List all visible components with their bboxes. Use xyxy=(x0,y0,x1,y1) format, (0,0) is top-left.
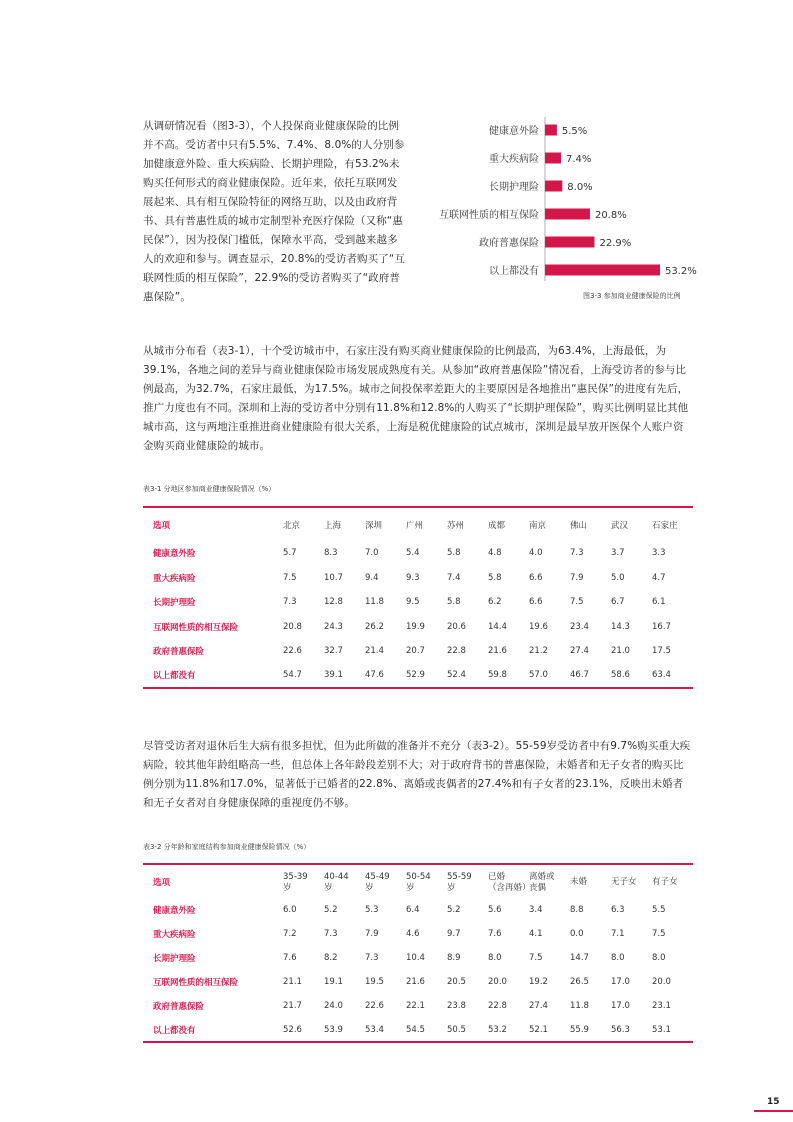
table-cell: 17.5 xyxy=(652,646,671,657)
table-cell: 21.4 xyxy=(365,646,384,657)
table-cell: 46.7 xyxy=(570,670,589,681)
table-cell: 7.5 xyxy=(529,953,543,963)
table-cell: 7.5 xyxy=(283,572,297,583)
chart-bar xyxy=(545,125,557,136)
table-cell: 21.1 xyxy=(283,977,302,987)
table-cell: 5.3 xyxy=(365,905,379,915)
table-cell: 32.7 xyxy=(324,646,343,657)
table-cell: 14.3 xyxy=(611,621,630,632)
table-cell: 10.7 xyxy=(324,572,343,583)
table-cell: 4.0 xyxy=(529,548,543,559)
table-cell: 22.6 xyxy=(283,646,302,657)
table-cell: 21.2 xyxy=(529,646,548,657)
table-cell: 21.6 xyxy=(406,977,425,987)
table-cell: 24.3 xyxy=(324,621,343,632)
table-cell: 53.2 xyxy=(488,1024,507,1035)
table-column-header: 45-49 岁 xyxy=(365,871,390,893)
table-cell: 3.4 xyxy=(529,905,543,915)
table-cell: 6.3 xyxy=(611,905,625,915)
table-header-label: 选项 xyxy=(153,877,171,888)
table-cell: 17.0 xyxy=(611,977,630,987)
table-cell: 11.8 xyxy=(570,1001,589,1011)
table-cell: 4.8 xyxy=(488,548,502,559)
table-cell: 20.0 xyxy=(488,977,507,987)
table-cell: 52.9 xyxy=(406,670,425,681)
table-column-header: 南京 xyxy=(529,520,547,531)
table-cell: 53.4 xyxy=(365,1024,384,1035)
table-cell: 6.0 xyxy=(283,905,297,915)
table-cell: 6.1 xyxy=(652,597,666,608)
table-cell: 54.5 xyxy=(406,1024,425,1035)
table-cell: 21.0 xyxy=(611,646,630,657)
table-cell: 24.0 xyxy=(324,1001,343,1011)
row-label: 以上都没有 xyxy=(153,671,196,682)
table-cell: 8.8 xyxy=(570,905,584,915)
table-cell: 6.6 xyxy=(529,597,543,608)
table-cell: 6.7 xyxy=(611,597,625,608)
table-cell: 12.8 xyxy=(324,597,343,608)
age-family-paragraph: 尽管受访者对退休后生大病有很多担忧，但为此所做的准备并不充分（表3-2）。55-59岁受访者中有9.7%购买重大疾病险，较其他年龄组略高一些，但总体上各年龄段差别不大；对于政府背书的普惠保险，未婚者和无子女者的购买比例分别为11.8%和17.0%，显著低于已婚者的22.8%、离婚或丧偶者的27.4%和有子女者的23.1%，反映出未婚者和无子女者对自身健康保障的重视度仍不够。 xyxy=(143,740,691,809)
table2-caption: 表3-2 分年龄和家庭结构参加商业健康保险情况（%） xyxy=(143,843,311,851)
chart-value-label: 5.5% xyxy=(561,126,588,137)
row-label: 长期护理险 xyxy=(153,598,196,609)
table-cell: 5.4 xyxy=(406,548,420,559)
row-label: 健康意外险 xyxy=(153,906,196,916)
row-label: 以上都没有 xyxy=(153,1025,196,1036)
table-cell: 7.1 xyxy=(611,929,625,939)
table-cell: 7.6 xyxy=(283,953,297,963)
table-cell: 0.0 xyxy=(570,929,584,939)
table-column-header: 武汉 xyxy=(611,520,629,531)
table-cell: 20.7 xyxy=(406,646,425,657)
table-cell: 14.4 xyxy=(488,621,507,632)
table-column-header: 佛山 xyxy=(570,520,588,531)
table-row xyxy=(143,898,693,922)
table-row xyxy=(143,1018,693,1042)
table-column-header: 40-44 岁 xyxy=(324,871,349,893)
row-label: 重大疾病险 xyxy=(153,930,196,940)
table-cell: 19.6 xyxy=(529,621,548,632)
table-cell: 23.8 xyxy=(447,1001,466,1011)
table-cell: 26.5 xyxy=(570,977,589,987)
table-cell: 22.1 xyxy=(406,1001,425,1011)
table-cell: 8.0 xyxy=(652,953,666,963)
table-column-header: 35-39 岁 xyxy=(283,871,308,893)
table-cell: 5.0 xyxy=(611,572,625,583)
city-analysis-paragraph: 从城市分布看（表3-1），十个受访城市中，石家庄没有购买商业健康保险的比例最高，为63.4%，上海最低，为39.1%，各地之间的差异与商业健康保险市场发展成熟度有关。从参加“政府普惠保险”情况看，上海受访者的参与比例最高，为32.7%，石家庄最低，为17.5%。城市之间投保率差距大的主要原因是各地推出“惠民保”的进度有先后，推广力度也有不同。深圳和上海的受访者中分别有11.8%和12.8%的人购买了“长期护理保险”，购买比例明显比其他城市高，这与两地注重推进商业健康险有很大关系，上海是税优健康险的试点城市，深圳是最早放开医保个人账户资金购买商业健康险的城市。 xyxy=(143,345,689,452)
table-cell: 6.6 xyxy=(529,572,543,583)
table-cell: 7.2 xyxy=(283,929,297,939)
table-cell: 54.7 xyxy=(283,670,302,681)
table1-caption: 表3-1 分地区参加商业健康保险情况（%） xyxy=(143,485,276,493)
table-cell: 23.1 xyxy=(652,1001,671,1011)
table-cell: 47.6 xyxy=(365,670,384,681)
page-number-underline xyxy=(754,1110,793,1112)
table-column-header: 北京 xyxy=(283,520,301,531)
table-cell: 6.4 xyxy=(406,905,420,915)
table-cell: 39.1 xyxy=(324,670,343,681)
table-cell: 59.8 xyxy=(488,670,507,681)
table-row xyxy=(143,970,693,994)
table-cell: 19.1 xyxy=(324,977,343,987)
bar-chart-svg xyxy=(425,113,705,288)
table-column-header: 有子女 xyxy=(652,877,678,887)
table-column-header: 55-59 岁 xyxy=(447,871,472,893)
row-label: 长期护理险 xyxy=(153,954,196,964)
table-cell: 52.6 xyxy=(283,1024,302,1035)
table-cell: 63.4 xyxy=(652,670,671,681)
table-cell: 8.9 xyxy=(447,953,461,963)
row-label: 互联网性质的相互保险 xyxy=(153,978,239,988)
chart-category-label: 健康意外险 xyxy=(489,126,539,137)
table-row xyxy=(143,566,693,591)
table-cell: 22.8 xyxy=(447,646,466,657)
table-row xyxy=(143,922,693,946)
table-cell: 4.6 xyxy=(406,929,420,939)
table-row xyxy=(143,541,693,566)
table-cell: 7.9 xyxy=(365,929,379,939)
table-cell: 8.0 xyxy=(488,953,502,963)
table-cell: 23.4 xyxy=(570,621,589,632)
table-column-header: 石家庄 xyxy=(652,520,678,531)
table-cell: 21.7 xyxy=(283,1001,302,1011)
table-cell: 53.9 xyxy=(324,1024,343,1035)
table-column-header: 50-54 岁 xyxy=(406,871,431,893)
table-row xyxy=(143,664,693,689)
table-cell: 7.5 xyxy=(570,597,584,608)
table-cell: 9.4 xyxy=(365,572,379,583)
table-cell: 5.6 xyxy=(488,905,502,915)
table-row xyxy=(143,615,693,640)
table-cell: 6.2 xyxy=(488,597,502,608)
table-cell: 20.0 xyxy=(652,977,671,987)
table-cell: 8.2 xyxy=(324,953,338,963)
table-cell: 20.6 xyxy=(447,621,466,632)
table-cell: 4.1 xyxy=(529,929,543,939)
table-cell: 9.3 xyxy=(406,572,420,583)
row-label: 政府普惠保险 xyxy=(153,1002,205,1012)
table-row xyxy=(143,590,693,615)
table-cell: 22.6 xyxy=(365,1001,384,1011)
page-number: 15 xyxy=(767,1097,780,1107)
table-row xyxy=(143,946,693,970)
table-cell: 19.9 xyxy=(406,621,425,632)
table-column-header: 离婚或 丧偶 xyxy=(529,871,555,893)
table-cell: 7.5 xyxy=(652,929,666,939)
table-cell: 7.3 xyxy=(570,548,584,559)
chart-value-label: 7.4% xyxy=(565,154,592,165)
table-cell: 20.5 xyxy=(447,977,466,987)
chart-category-label: 互联网性质的相互保险 xyxy=(439,210,539,221)
table-cell: 20.8 xyxy=(283,621,302,632)
table-column-header: 上海 xyxy=(324,520,342,531)
table-cell: 14.7 xyxy=(570,953,589,963)
table-cell: 10.4 xyxy=(406,953,425,963)
table-column-header: 深圳 xyxy=(365,520,383,531)
row-label: 重大疾病险 xyxy=(153,573,196,584)
table-cell: 4.7 xyxy=(652,572,666,583)
chart-bar xyxy=(545,181,562,192)
table-cell: 7.4 xyxy=(447,572,461,583)
table-row xyxy=(143,994,693,1018)
table-cell: 8.0 xyxy=(611,953,625,963)
chart-bar xyxy=(545,237,595,248)
chart-category-label: 以上都没有 xyxy=(489,266,539,277)
chart-category-label: 长期护理险 xyxy=(489,182,539,193)
table-cell: 7.6 xyxy=(488,929,502,939)
table-column-header: 已婚 （含再婚） xyxy=(488,871,531,893)
table-header-label: 选项 xyxy=(153,520,171,531)
intro-paragraph: 从调研情况看（图3-3），个人投保商业健康保险的比例并不高。受访者中只有5.5%、7.4%、8.0%的人分别参加健康意外险、重大疾病险、长期护理险，有53.2%未购买任何形式的商业健康保险。近年来，依托互联网发展起来、具有相互保险特征的网络互助，以及由政府背书、具有普惠性质的城市定制型补充医疗保险（又称“惠民保”），因为投保门槛低，保障水平高，受到越来越多人的欢迎和参与。调查显示，20.8%的受访者购买了“互联网性质的相互保险”，22.9%的受访者购买了“政府普惠保险”。 xyxy=(143,120,405,303)
figure-caption: 图3-3 参加商业健康保险的比例 xyxy=(583,292,681,300)
table-column-header: 未婚 xyxy=(570,877,588,887)
table-column-header: 成都 xyxy=(488,520,506,531)
table-cell: 27.4 xyxy=(570,646,589,657)
chart-category-label: 政府普惠保险 xyxy=(479,238,539,249)
table-cell: 5.8 xyxy=(488,572,502,583)
row-label: 政府普惠保险 xyxy=(153,647,205,658)
table-cell: 7.3 xyxy=(324,929,338,939)
table-header-row xyxy=(143,507,693,541)
row-label: 健康意外险 xyxy=(153,549,196,560)
table-cell: 52.4 xyxy=(447,670,466,681)
table-column-header: 苏州 xyxy=(447,520,465,531)
table-cell: 5.5 xyxy=(652,905,666,915)
table-cell: 21.6 xyxy=(488,646,507,657)
table-cell: 7.3 xyxy=(365,953,379,963)
insurance-participation-chart xyxy=(425,113,705,303)
table-cell: 7.9 xyxy=(570,572,584,583)
table-cell: 17.0 xyxy=(611,1001,630,1011)
chart-category-label: 重大疾病险 xyxy=(489,154,539,165)
chart-value-label: 53.2% xyxy=(665,266,697,277)
table-cell: 22.8 xyxy=(488,1001,507,1011)
table-header-row xyxy=(143,864,693,898)
table-column-header: 广州 xyxy=(406,520,424,531)
table-row xyxy=(143,639,693,664)
table-cell: 52.1 xyxy=(529,1024,548,1035)
table-cell: 57.0 xyxy=(529,670,548,681)
table-cell: 5.2 xyxy=(447,905,461,915)
table-cell: 19.5 xyxy=(365,977,384,987)
table-cell: 7.0 xyxy=(365,548,379,559)
chart-bar xyxy=(545,265,660,276)
table-cell: 8.3 xyxy=(324,548,338,559)
table-cell: 5.7 xyxy=(283,548,297,559)
chart-value-label: 20.8% xyxy=(594,210,627,221)
table-cell: 5.8 xyxy=(447,548,461,559)
table-cell: 11.8 xyxy=(365,597,384,608)
table-cell: 5.8 xyxy=(447,597,461,608)
chart-bar xyxy=(545,209,590,220)
table-cell: 58.6 xyxy=(611,670,630,681)
table-cell: 26.2 xyxy=(365,621,384,632)
table-cell: 7.3 xyxy=(283,597,297,608)
chart-value-label: 8.0% xyxy=(567,182,593,193)
table-cell: 19.2 xyxy=(529,977,548,987)
row-label: 互联网性质的相互保险 xyxy=(153,622,239,633)
table-cell: 9.5 xyxy=(406,597,420,608)
city-insurance-table xyxy=(143,506,693,689)
chart-value-label: 22.9% xyxy=(599,238,632,249)
table-cell: 56.3 xyxy=(611,1024,630,1035)
table-cell: 53.1 xyxy=(652,1024,671,1035)
table-cell: 5.2 xyxy=(324,905,338,915)
table-cell: 3.7 xyxy=(611,548,625,559)
table-cell: 9.7 xyxy=(447,929,461,939)
table-cell: 27.4 xyxy=(529,1001,548,1011)
table-cell: 50.5 xyxy=(447,1024,466,1035)
table-cell: 16.7 xyxy=(652,621,671,632)
table-column-header: 无子女 xyxy=(611,877,637,887)
table-cell: 55.9 xyxy=(570,1024,589,1035)
table-cell: 3.3 xyxy=(652,548,666,559)
age-family-insurance-table xyxy=(143,863,693,1043)
chart-bar xyxy=(545,153,561,164)
